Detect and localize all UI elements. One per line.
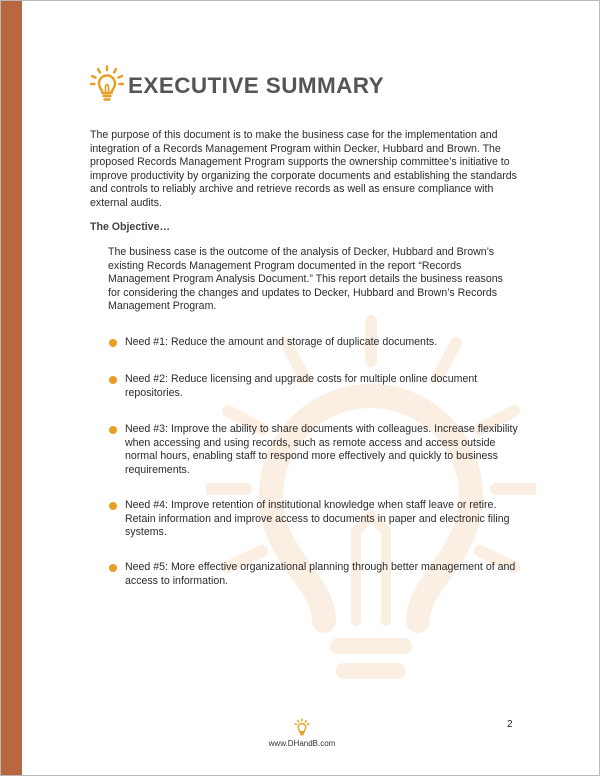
need-text: Need #3: Improve the ability to share documents with colleagues. Increase flexibility when accessing and using records, such as remote access and access outside normal hours, enabling staff to respond more effectively and quickly to business requirements. bbox=[125, 423, 518, 476]
need-text: Need #1: Reduce the amount and storage of duplicate documents. bbox=[125, 336, 438, 348]
objective-heading: The Objective… bbox=[90, 221, 171, 233]
objective-paragraph: The business case is the outcome of the analysis of Decker, Hubbard and Brown’s existing Records Management Program documented in the report “Records Management Program Analysis Document.” This report details the business reasons for considering the changes and updates to Decker, Hubbard and Brown’s Records Management Program. bbox=[108, 246, 503, 313]
lightbulb-logo-icon bbox=[294, 718, 310, 737]
need-item bbox=[109, 423, 519, 477]
bullet-icon bbox=[109, 339, 117, 347]
need-item bbox=[109, 561, 519, 588]
bullet-icon bbox=[109, 376, 117, 384]
need-item bbox=[109, 499, 519, 540]
lightbulb-icon bbox=[90, 65, 124, 103]
intro-paragraph: The purpose of this document is to make the business case for the implementation and integration of a Records Management Program within Decker, Hubbard and Brown. The proposed Records Management Program supports the ownership committee’s initiative to improve productivity by organizing the corporate documents and establishing the standards and controls to reliably archive and retrieve records as well as ensure compliance with external audits. bbox=[90, 129, 517, 209]
bullet-icon bbox=[109, 426, 117, 434]
need-text: Need #5: More effective organizational planning through better management of and access to information. bbox=[125, 561, 516, 587]
need-item bbox=[109, 336, 519, 350]
side-accent-bar bbox=[1, 1, 22, 775]
need-text: Need #2: Reduce licensing and upgrade costs for multiple online document repositories. bbox=[125, 373, 478, 399]
page-number: 2 bbox=[507, 719, 513, 730]
bullet-icon bbox=[109, 502, 117, 510]
page-title: EXECUTIVE SUMMARY bbox=[128, 73, 384, 98]
need-item bbox=[109, 373, 519, 400]
bullet-icon bbox=[109, 564, 117, 572]
need-text: Need #4: Improve retention of institutional knowledge when staff leave or retire. Retain information and improve access to documents in paper and electronic filing systems. bbox=[125, 499, 510, 539]
footer-website-link[interactable]: www.DHandB.com bbox=[268, 739, 336, 748]
